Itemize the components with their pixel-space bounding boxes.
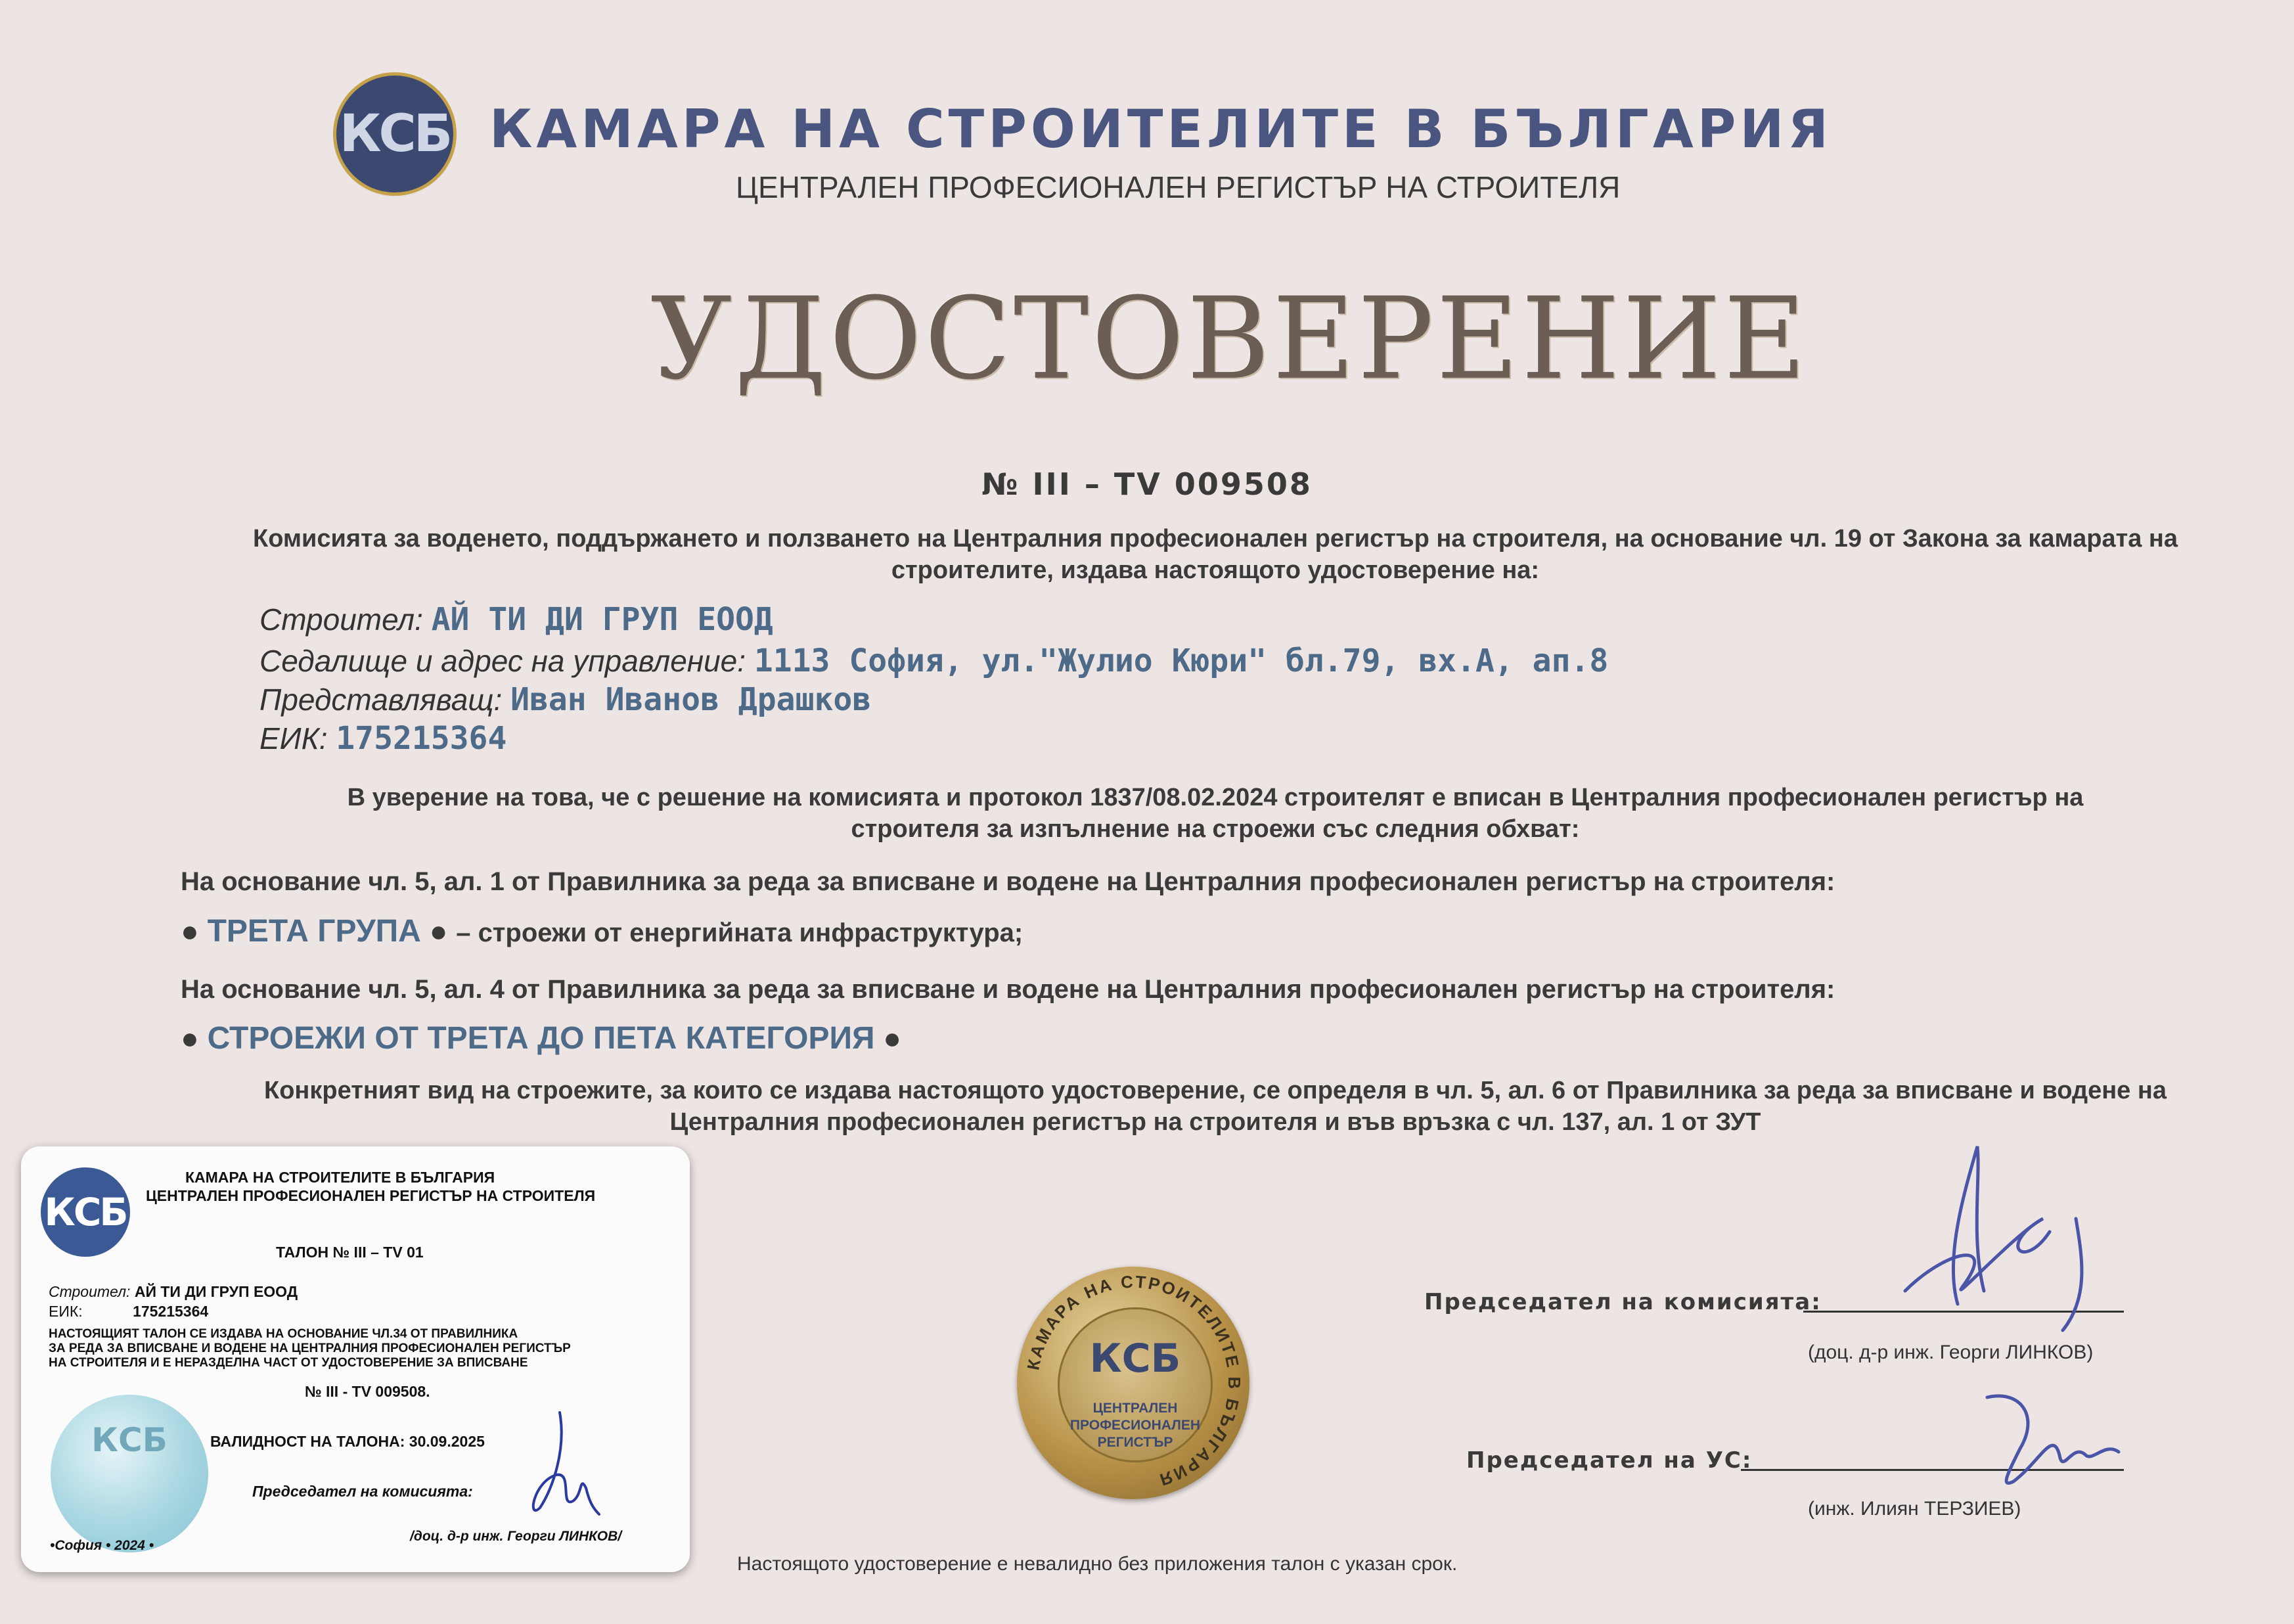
seal-line-2: ПРОФЕСИОНАЛЕН [1069, 1418, 1201, 1433]
builder-value: АЙ ТИ ДИ ГРУП ЕООД [431, 601, 773, 638]
chamber-name: КАМАРА НА СТРОИТЕЛИТЕ В БЪЛГАРИЯ [489, 99, 1832, 160]
specific-line-1: Конкретният вид на строежите, за които се издава настоящото удостоверение, се определя в чл. 5, ал. 6 от Правилника за реда за вписване и водене на [264, 1077, 2167, 1104]
eik-label: ЕИК: [259, 721, 328, 756]
seal-logo-text: КСБ [1089, 1336, 1181, 1382]
specific-line-2: Централния професионален регистър на строителя и във връзка с чл. 137, ал. 1 от ЗУТ [669, 1108, 1761, 1136]
builder-label: Строител: [259, 602, 423, 637]
group-description: – строежи от енергийната инфраструктура; [456, 918, 1023, 947]
decision-text [171, 782, 2260, 845]
card-note-line-3: НА СТРОИТЕЛЯ И Е НЕРАЗДЕЛНА ЧАСТ ОТ УДОСТОВЕРЕНИЕ ЗА ВПИСВАНЕ [49, 1356, 528, 1370]
chamber-logo [336, 76, 453, 192]
commission-signature [1866, 1140, 2128, 1337]
card-talon-number: ТАЛОН № III – TV 01 [276, 1244, 424, 1261]
address-value: 1113 София, ул."Жулио Кюри" бл.79, вх.А, ап.8 [753, 643, 1609, 679]
hologram-logo: КСБ [91, 1421, 168, 1459]
eik-row [259, 720, 506, 757]
category-name: СТРОЕЖИ ОТ ТРЕТА ДО ПЕТА КАТЕГОРИЯ [207, 1021, 875, 1056]
embossed-seal [1017, 1267, 1249, 1499]
card-builder-value: АЙ ТИ ДИ ГРУП ЕООД [134, 1283, 298, 1300]
certificate-number: № III – TV 009508 [981, 466, 1313, 502]
seal-line-3: РЕГИСТЪР [1097, 1435, 1173, 1450]
decision-line-2: строителя за изпълнение на строежи със следния обхват: [851, 815, 1580, 843]
validity-footnote: Настоящото удостоверение е невалидно без приложения талон с указан срок. [737, 1553, 1458, 1575]
board-chair-name: (инж. Илиян ТЕРЗИЕВ) [1808, 1498, 2021, 1520]
decision-line-1: В уверение на това, че с решение на комисията и протокол 1837/08.02.2024 строителят е вписан в Централния професионален регистър на [347, 784, 2084, 811]
card-chamber-name: КАМАРА НА СТРОИТЕЛИТЕ В БЪЛГАРИЯ [185, 1169, 495, 1186]
seal-ring-label: КАМАРА НА СТРОИТЕЛИТЕ В БЪЛГАРИЯ [1023, 1271, 1245, 1491]
intro-line-2: строителите, издава настоящото удостоверение на: [891, 556, 1540, 584]
seal-center-text [1060, 1400, 1211, 1451]
board-signature [1981, 1389, 2138, 1495]
card-chair-label: Председател на комисията: [252, 1483, 473, 1500]
certificate-title: УДОСТОВЕРЕНИЕ [650, 273, 1809, 405]
representative-value: Иван Иванов Драшков [510, 681, 872, 718]
intro-text [171, 523, 2260, 586]
card-note-line-1: НАСТОЯЩИЯТ ТАЛОН СЕ ИЗДАВА НА ОСНОВАНИЕ ЧЛ.34 ОТ ПРАВИЛНИКА [49, 1327, 518, 1341]
eik-value: 175215364 [336, 720, 507, 757]
card-validity: ВАЛИДНОСТ НА ТАЛОНА: 30.09.2025 [210, 1433, 485, 1450]
chamber-logo-text: КСБ [339, 104, 451, 164]
card-chair-name: /доц. д-р инж. Георги ЛИНКОВ/ [410, 1529, 622, 1544]
representative-row [259, 681, 871, 718]
basis-1: На основание чл. 5, ал. 1 от Правилника за реда за вписване и водене на Централния професионален регистър на строителя: [181, 867, 1835, 896]
bullet: ● [429, 914, 448, 948]
card-certificate-reference: № III - TV 009508. [305, 1383, 430, 1400]
register-name: ЦЕНТРАЛЕН ПРОФЕСИОНАЛЕН РЕГИСТЪР НА СТРОИТЕЛЯ [736, 170, 1621, 204]
card-place-year: •София • 2024 • [50, 1538, 154, 1553]
builder-row [259, 601, 773, 638]
category-row [181, 1020, 901, 1056]
commission-chair-label: Председател на комисията: [1424, 1289, 1822, 1315]
specific-text [171, 1075, 2260, 1138]
address-row [259, 643, 1608, 679]
intro-line-1: Комисията за воденето, поддържането и ползването на Централния професионален регистър на строителя, на основание чл. 19 от Закона за камарата на [253, 525, 2178, 553]
bullet: ● [181, 914, 199, 948]
bullet: ● [181, 1021, 199, 1055]
card-signature [520, 1409, 612, 1521]
card-eik-value: 175215364 [133, 1303, 209, 1320]
group-row [181, 913, 1023, 949]
address-label: Седалище и адрес на управление: [259, 644, 746, 678]
card-note-line-2: ЗА РЕДА ЗА ВПИСВАНЕ И ВОДЕНЕ НА ЦЕНТРАЛНИЯ ПРОФЕСИОНАЛЕН РЕГИСТЪР [49, 1342, 571, 1355]
talon-card [21, 1146, 690, 1572]
card-eik-row [49, 1303, 208, 1320]
card-logo: КСБ [41, 1167, 130, 1257]
hologram-sticker [51, 1395, 208, 1552]
seal-line-1: ЦЕНТРАЛЕН [1092, 1401, 1178, 1416]
card-eik-label: ЕИК: [49, 1303, 83, 1320]
card-builder-row [49, 1283, 298, 1301]
group-name: ТРЕТА ГРУПА [207, 914, 421, 949]
commission-chair-name: (доц. д-р инж. Георги ЛИНКОВ) [1808, 1342, 2094, 1363]
card-note [49, 1327, 571, 1370]
bullet: ● [883, 1021, 902, 1055]
representative-label: Представляващ: [259, 683, 503, 717]
card-register-name: ЦЕНТРАЛЕН ПРОФЕСИОНАЛЕН РЕГИСТЪР НА СТРОИТЕЛЯ [146, 1187, 596, 1204]
card-builder-label: Строител: [49, 1283, 131, 1300]
seal-center [1058, 1307, 1213, 1462]
basis-2: На основание чл. 5, ал. 4 от Правилника за реда за вписване и водене на Централния професионален регистър на строителя: [181, 975, 1835, 1004]
board-chair-label: Председател на УС: [1466, 1447, 1753, 1474]
